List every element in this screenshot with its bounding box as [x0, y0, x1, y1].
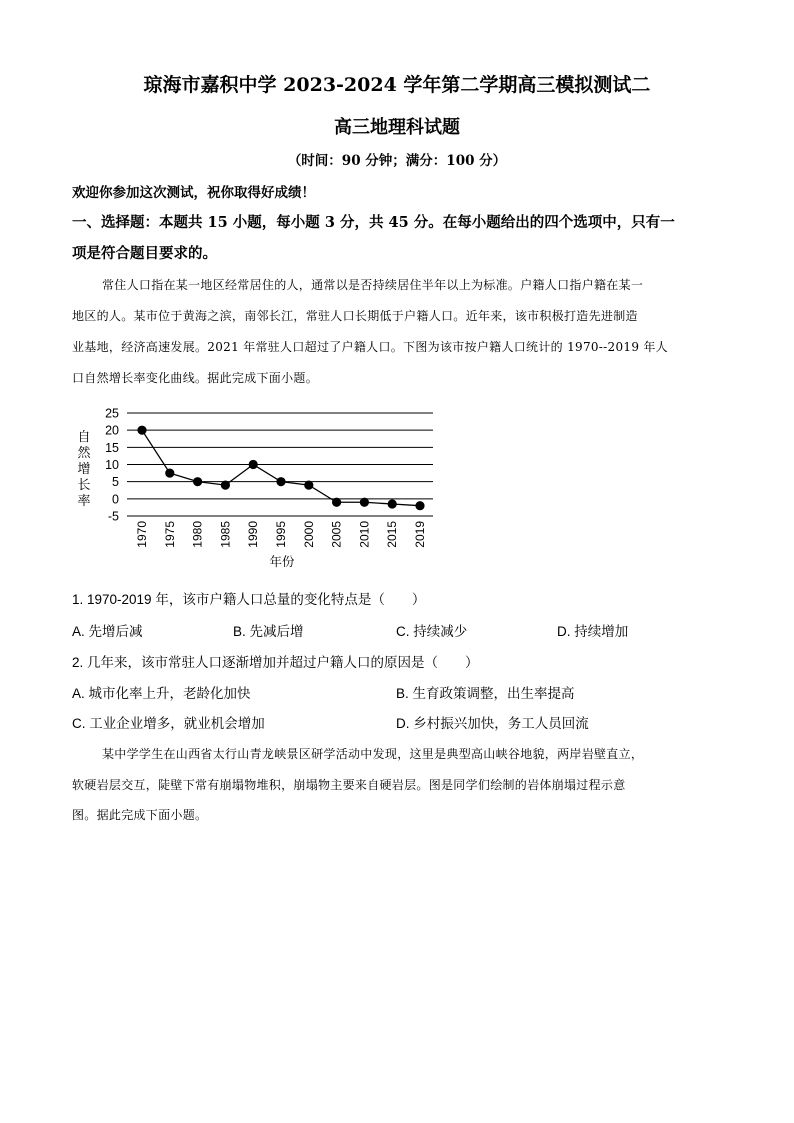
- data-point: [415, 501, 424, 510]
- y-axis-label-char: 率: [77, 493, 91, 508]
- y-axis-label-char: 增: [77, 461, 91, 476]
- y-tick-label: 10: [105, 458, 119, 472]
- x-tick-label: 2005: [329, 521, 344, 548]
- greeting: 欢迎你参加这次测试，祝你取得好成绩！: [72, 185, 315, 201]
- passage-1-line: 常住人口指在某一地区经常居住的人，通常以是否持续居住半年以上为标准。户籍人口指户籍在某一: [102, 278, 644, 292]
- y-tick-label: 0: [112, 492, 119, 507]
- passage-1-line: 业基地，经济高速发展。2021 年常驻人口超过了户籍人口。下图为该市按户籍人口统计的 1970--2019 年人: [72, 340, 668, 354]
- q2-option-a[interactable]: A. 城市化率上升，老龄化加快: [72, 686, 251, 701]
- x-tick-label: 1980: [190, 521, 205, 548]
- y-axis-label: [77, 429, 91, 508]
- q2-option-c[interactable]: C. 工业企业增多，就业机会增加: [72, 716, 265, 731]
- exam-subtitle: 高三地理科试题: [334, 117, 460, 138]
- passage-2-line: 图。据此完成下面小题。: [72, 808, 208, 822]
- x-tick-label: 2019: [413, 521, 427, 548]
- x-axis-label: 年份: [269, 555, 295, 569]
- data-point: [304, 481, 313, 490]
- y-tick-label: -5: [107, 509, 119, 524]
- x-tick-label: 2000: [301, 521, 316, 548]
- question-1-stem: 1. 1970-2019 年，该市户籍人口总量的变化特点是（ ）: [72, 592, 426, 607]
- section-heading-line2: 项是符合题目要求的。: [72, 245, 217, 262]
- x-tick-label: 1990: [246, 521, 261, 548]
- y-tick-label: 20: [105, 423, 119, 438]
- data-point: [388, 499, 397, 508]
- data-point: [360, 498, 369, 507]
- passage-1-line: 口自然增长率变化曲线。据此完成下面小题。: [72, 371, 319, 385]
- exam-title: 琼海市嘉积中学 2023-2024 学年第二学期高三模拟测试二: [143, 74, 651, 96]
- data-point: [165, 468, 174, 477]
- y-tick-label: 5: [112, 475, 119, 490]
- y-axis-label-char: 自: [77, 429, 91, 444]
- data-point: [276, 477, 285, 486]
- x-tick-label: 1995: [274, 521, 288, 548]
- data-point: [221, 481, 230, 490]
- passage-1-line: 地区的人。某市位于黄海之滨，南邻长江，常驻人口长期低于户籍人口。近年来，该市积极打造先进制造: [72, 309, 638, 323]
- x-tick-label: 1970: [135, 521, 149, 548]
- x-tick-label: 2010: [357, 521, 372, 548]
- q1-option-d[interactable]: D. 持续增加: [557, 624, 629, 639]
- series-line: [142, 430, 420, 506]
- data-point: [249, 460, 258, 469]
- q1-option-b[interactable]: B. 先减后增: [233, 624, 304, 639]
- x-tick-label: 1975: [162, 521, 177, 548]
- data-point: [137, 426, 146, 435]
- data-point: [332, 498, 341, 507]
- q1-option-c[interactable]: C. 持续减少: [396, 624, 468, 639]
- q2-option-d[interactable]: D. 乡村振兴加快，务工人员回流: [396, 716, 589, 731]
- exam-meta: （时间：90 分钟；满分：100 分）: [287, 153, 507, 169]
- question-2-stem: 2. 几年来，该市常驻人口逐渐增加并超过户籍人口的原因是（ ）: [72, 655, 479, 670]
- y-tick-label: 25: [105, 406, 119, 421]
- passage-2-line: 某中学学生在山西省太行山青龙峡景区研学活动中发现，这里是典型高山峡谷地貌，两岸岩壁直立，: [102, 747, 644, 761]
- y-axis-label-char: 然: [77, 445, 91, 460]
- passage-2-line: 软硬岩层交互，陡壁下常有崩塌物堆积，崩塌物主要来自硬岩层。图是同学们绘制的岩体崩塌过程示意: [72, 778, 626, 792]
- q1-option-a[interactable]: A. 先增后减: [72, 624, 143, 639]
- section-heading-line1: 一、选择题：本题共 15 小题，每小题 3 分，共 45 分。在每小题给出的四个选项中，只有一: [72, 214, 675, 231]
- data-point: [193, 477, 202, 486]
- x-tick-label: 2015: [385, 521, 400, 548]
- y-tick-label: 15: [105, 440, 119, 455]
- y-axis-label-char: 长: [77, 477, 91, 492]
- q2-option-b[interactable]: B. 生育政策调整，出生率提高: [396, 686, 575, 701]
- x-tick-label: 1985: [218, 521, 233, 548]
- growth-rate-chart: [70, 400, 450, 580]
